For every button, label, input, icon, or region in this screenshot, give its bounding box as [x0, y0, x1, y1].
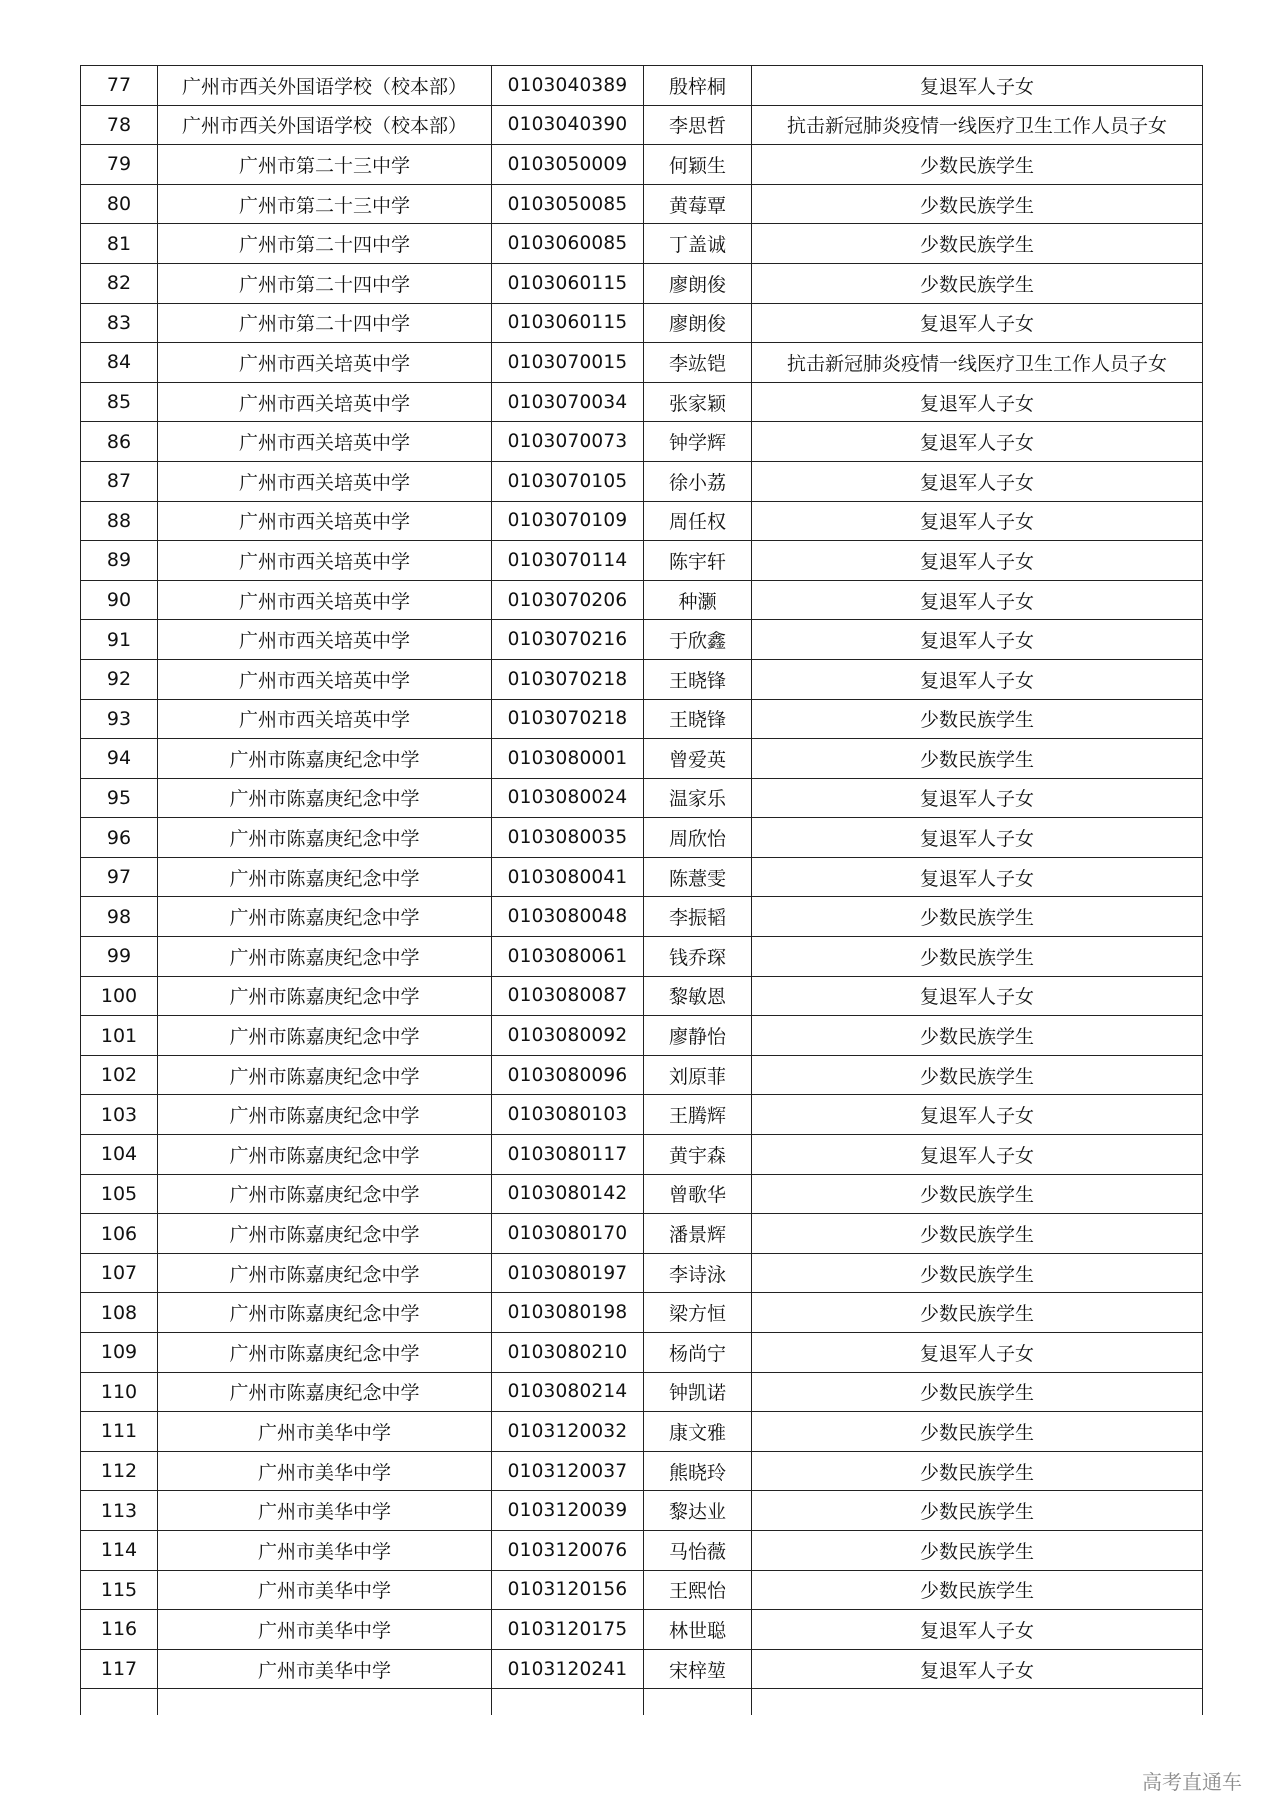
- row-number-cell: 114: [81, 1530, 158, 1570]
- table-row: [81, 937, 1203, 977]
- student-name-cell: 黄莓覃: [644, 184, 752, 224]
- row-number-cell: 111: [81, 1412, 158, 1452]
- student-name-cell: 钟凯诺: [644, 1372, 752, 1412]
- table-row: [81, 541, 1203, 581]
- row-number-cell: 80: [81, 184, 158, 224]
- student-name-cell: 廖朗俊: [644, 303, 752, 343]
- exam-id-cell: 0103040389: [492, 66, 644, 106]
- student-name-cell: 何颖生: [644, 145, 752, 185]
- category-cell: 少数民族学生: [752, 1174, 1203, 1214]
- school-cell: 广州市西关培英中学: [158, 659, 492, 699]
- table-row: [81, 1333, 1203, 1373]
- category-cell: 复退军人子女: [752, 580, 1203, 620]
- category-cell: 少数民族学生: [752, 263, 1203, 303]
- row-number-cell: 102: [81, 1055, 158, 1095]
- student-name-cell: 于欣鑫: [644, 620, 752, 660]
- school-cell: 广州市陈嘉庚纪念中学: [158, 1293, 492, 1333]
- exam-id-cell: 0103070015: [492, 343, 644, 383]
- school-cell: 广州市美华中学: [158, 1412, 492, 1452]
- row-number-cell: 113: [81, 1491, 158, 1531]
- school-cell: 广州市西关培英中学: [158, 422, 492, 462]
- table-row: [81, 897, 1203, 937]
- category-cell: 少数民族学生: [752, 224, 1203, 264]
- category-cell: 复退军人子女: [752, 382, 1203, 422]
- exam-id-cell: 0103070105: [492, 461, 644, 501]
- table-row: [81, 1570, 1203, 1610]
- category-cell: 复退军人子女: [752, 976, 1203, 1016]
- category-cell: 复退军人子女: [752, 66, 1203, 106]
- row-number-cell: 115: [81, 1570, 158, 1610]
- exam-id-cell: 0103080198: [492, 1293, 644, 1333]
- student-name-cell: 陈薏雯: [644, 857, 752, 897]
- category-cell: 少数民族学生: [752, 739, 1203, 779]
- student-name-cell: 陈宇轩: [644, 541, 752, 581]
- student-name-cell: 王腾辉: [644, 1095, 752, 1135]
- row-number-cell: 112: [81, 1451, 158, 1491]
- student-name-cell: 王晓锋: [644, 659, 752, 699]
- school-cell: 广州市西关培英中学: [158, 461, 492, 501]
- exam-id-cell: 0103060085: [492, 224, 644, 264]
- row-number-cell: 95: [81, 778, 158, 818]
- exam-id-cell: 0103080001: [492, 739, 644, 779]
- category-cell: 少数民族学生: [752, 145, 1203, 185]
- student-name-cell: 周任权: [644, 501, 752, 541]
- table-row: [81, 343, 1203, 383]
- student-name-cell: 宋梓堃: [644, 1649, 752, 1689]
- row-number-cell: 109: [81, 1333, 158, 1373]
- row-number-cell: 87: [81, 461, 158, 501]
- watermark-text: 高考直通车: [1142, 1770, 1242, 1794]
- category-cell: 复退军人子女: [752, 303, 1203, 343]
- exam-id-cell: 0103050085: [492, 184, 644, 224]
- row-number-cell: 79: [81, 145, 158, 185]
- row-number-cell: 107: [81, 1253, 158, 1293]
- exam-id-cell: 0103080117: [492, 1135, 644, 1175]
- student-name-cell: 温家乐: [644, 778, 752, 818]
- category-cell: 复退军人子女: [752, 778, 1203, 818]
- school-cell: 广州市第二十四中学: [158, 224, 492, 264]
- table-row-empty: [81, 1689, 1203, 1716]
- row-number-cell: 78: [81, 105, 158, 145]
- category-cell: 复退军人子女: [752, 1095, 1203, 1135]
- row-number-cell: 106: [81, 1214, 158, 1254]
- row-number-cell: 103: [81, 1095, 158, 1135]
- student-name-cell: 李思哲: [644, 105, 752, 145]
- table-row: [81, 580, 1203, 620]
- student-name-cell: 康文雅: [644, 1412, 752, 1452]
- table-row: [81, 263, 1203, 303]
- table-row: [81, 659, 1203, 699]
- table-row: [81, 620, 1203, 660]
- exam-id-cell: 0103120076: [492, 1530, 644, 1570]
- student-name-cell: 熊晓玲: [644, 1451, 752, 1491]
- table-row: [81, 461, 1203, 501]
- table-row: [81, 1530, 1203, 1570]
- empty-cell: [752, 1689, 1203, 1716]
- student-name-cell: 种灏: [644, 580, 752, 620]
- student-name-cell: 钱乔琛: [644, 937, 752, 977]
- row-number-cell: 108: [81, 1293, 158, 1333]
- row-number-cell: 93: [81, 699, 158, 739]
- student-name-cell: 潘景辉: [644, 1214, 752, 1254]
- school-cell: 广州市陈嘉庚纪念中学: [158, 739, 492, 779]
- category-cell: 少数民族学生: [752, 1016, 1203, 1056]
- exam-id-cell: 0103120241: [492, 1649, 644, 1689]
- category-cell: 复退军人子女: [752, 461, 1203, 501]
- exam-id-cell: 0103080061: [492, 937, 644, 977]
- table-row: [81, 105, 1203, 145]
- roster-sheet: [80, 65, 1202, 1757]
- table-row: [81, 382, 1203, 422]
- student-name-cell: 杨尚宁: [644, 1333, 752, 1373]
- exam-id-cell: 0103070218: [492, 699, 644, 739]
- category-cell: 复退军人子女: [752, 1649, 1203, 1689]
- category-cell: 复退军人子女: [752, 541, 1203, 581]
- exam-id-cell: 0103070034: [492, 382, 644, 422]
- school-cell: 广州市陈嘉庚纪念中学: [158, 1333, 492, 1373]
- table-row: [81, 303, 1203, 343]
- category-cell: 少数民族学生: [752, 1055, 1203, 1095]
- row-number-cell: 92: [81, 659, 158, 699]
- school-cell: 广州市西关培英中学: [158, 382, 492, 422]
- row-number-cell: 117: [81, 1649, 158, 1689]
- school-cell: 广州市第二十三中学: [158, 184, 492, 224]
- category-cell: 复退军人子女: [752, 1135, 1203, 1175]
- table-row: [81, 1649, 1203, 1689]
- table-row: [81, 1174, 1203, 1214]
- school-cell: 广州市美华中学: [158, 1530, 492, 1570]
- exam-id-cell: 0103080103: [492, 1095, 644, 1135]
- table-body: [81, 66, 1203, 1716]
- empty-cell: [158, 1689, 492, 1716]
- student-name-cell: 徐小荔: [644, 461, 752, 501]
- exam-id-cell: 0103070114: [492, 541, 644, 581]
- school-cell: 广州市陈嘉庚纪念中学: [158, 897, 492, 937]
- school-cell: 广州市美华中学: [158, 1649, 492, 1689]
- exam-id-cell: 0103080142: [492, 1174, 644, 1214]
- table-row: [81, 501, 1203, 541]
- category-cell: 复退军人子女: [752, 857, 1203, 897]
- exam-id-cell: 0103060115: [492, 263, 644, 303]
- school-cell: 广州市陈嘉庚纪念中学: [158, 1016, 492, 1056]
- row-number-cell: 89: [81, 541, 158, 581]
- exam-id-cell: 0103080197: [492, 1253, 644, 1293]
- category-cell: 少数民族学生: [752, 699, 1203, 739]
- table-row: [81, 1293, 1203, 1333]
- student-name-cell: 曾爱英: [644, 739, 752, 779]
- category-cell: 少数民族学生: [752, 1214, 1203, 1254]
- row-number-cell: 82: [81, 263, 158, 303]
- exam-id-cell: 0103080041: [492, 857, 644, 897]
- school-cell: 广州市美华中学: [158, 1451, 492, 1491]
- exam-id-cell: 0103120037: [492, 1451, 644, 1491]
- student-name-cell: 周欣怡: [644, 818, 752, 858]
- school-cell: 广州市陈嘉庚纪念中学: [158, 937, 492, 977]
- exam-id-cell: 0103080096: [492, 1055, 644, 1095]
- student-name-cell: 林世聪: [644, 1610, 752, 1650]
- exam-id-cell: 0103080048: [492, 897, 644, 937]
- table-row: [81, 1214, 1203, 1254]
- school-cell: 广州市西关培英中学: [158, 501, 492, 541]
- student-name-cell: 廖朗俊: [644, 263, 752, 303]
- row-number-cell: 81: [81, 224, 158, 264]
- row-number-cell: 98: [81, 897, 158, 937]
- empty-cell: [644, 1689, 752, 1716]
- row-number-cell: 96: [81, 818, 158, 858]
- table-row: [81, 145, 1203, 185]
- exam-id-cell: 0103080087: [492, 976, 644, 1016]
- school-cell: 广州市陈嘉庚纪念中学: [158, 1095, 492, 1135]
- school-cell: 广州市陈嘉庚纪念中学: [158, 1253, 492, 1293]
- student-name-cell: 张家颖: [644, 382, 752, 422]
- row-number-cell: 84: [81, 343, 158, 383]
- row-number-cell: 83: [81, 303, 158, 343]
- table-row: [81, 739, 1203, 779]
- school-cell: 广州市西关外国语学校（校本部）: [158, 66, 492, 106]
- school-cell: 广州市美华中学: [158, 1610, 492, 1650]
- table-row: [81, 1372, 1203, 1412]
- school-cell: 广州市西关培英中学: [158, 699, 492, 739]
- row-number-cell: 91: [81, 620, 158, 660]
- exam-id-cell: 0103120175: [492, 1610, 644, 1650]
- category-cell: 复退军人子女: [752, 1610, 1203, 1650]
- student-name-cell: 李振韬: [644, 897, 752, 937]
- exam-id-cell: 0103070206: [492, 580, 644, 620]
- table-row: [81, 66, 1203, 106]
- category-cell: 少数民族学生: [752, 1253, 1203, 1293]
- student-name-cell: 殷梓桐: [644, 66, 752, 106]
- exam-id-cell: 0103120156: [492, 1570, 644, 1610]
- student-name-cell: 曾歌华: [644, 1174, 752, 1214]
- student-name-cell: 梁方恒: [644, 1293, 752, 1333]
- category-cell: 复退军人子女: [752, 620, 1203, 660]
- table-row: [81, 1491, 1203, 1531]
- row-number-cell: 101: [81, 1016, 158, 1056]
- table-row: [81, 1095, 1203, 1135]
- row-number-cell: 85: [81, 382, 158, 422]
- school-cell: 广州市陈嘉庚纪念中学: [158, 976, 492, 1016]
- table-row: [81, 1451, 1203, 1491]
- exam-id-cell: 0103120039: [492, 1491, 644, 1531]
- school-cell: 广州市陈嘉庚纪念中学: [158, 1055, 492, 1095]
- row-number-cell: 97: [81, 857, 158, 897]
- row-number-cell: 104: [81, 1135, 158, 1175]
- student-name-cell: 钟学辉: [644, 422, 752, 462]
- exam-id-cell: 0103080170: [492, 1214, 644, 1254]
- exam-id-cell: 0103070216: [492, 620, 644, 660]
- student-name-cell: 丁盖诚: [644, 224, 752, 264]
- exam-id-cell: 0103080092: [492, 1016, 644, 1056]
- school-cell: 广州市第二十四中学: [158, 263, 492, 303]
- school-cell: 广州市美华中学: [158, 1570, 492, 1610]
- school-cell: 广州市陈嘉庚纪念中学: [158, 1174, 492, 1214]
- exam-id-cell: 0103070073: [492, 422, 644, 462]
- row-number-cell: 94: [81, 739, 158, 779]
- category-cell: 复退军人子女: [752, 422, 1203, 462]
- school-cell: 广州市西关培英中学: [158, 541, 492, 581]
- student-name-cell: 李诗泳: [644, 1253, 752, 1293]
- school-cell: 广州市陈嘉庚纪念中学: [158, 1135, 492, 1175]
- row-number-cell: 110: [81, 1372, 158, 1412]
- school-cell: 广州市陈嘉庚纪念中学: [158, 818, 492, 858]
- category-cell: 复退军人子女: [752, 1333, 1203, 1373]
- table-row: [81, 1610, 1203, 1650]
- category-cell: 少数民族学生: [752, 1412, 1203, 1452]
- school-cell: 广州市陈嘉庚纪念中学: [158, 1372, 492, 1412]
- student-name-cell: 李竑铠: [644, 343, 752, 383]
- school-cell: 广州市西关培英中学: [158, 343, 492, 383]
- student-name-cell: 王熙怡: [644, 1570, 752, 1610]
- table-row: [81, 818, 1203, 858]
- row-number-cell: 105: [81, 1174, 158, 1214]
- school-cell: 广州市陈嘉庚纪念中学: [158, 1214, 492, 1254]
- exam-id-cell: 0103080024: [492, 778, 644, 818]
- student-name-cell: 刘原菲: [644, 1055, 752, 1095]
- category-cell: 少数民族学生: [752, 1491, 1203, 1531]
- school-cell: 广州市第二十三中学: [158, 145, 492, 185]
- table-row: [81, 699, 1203, 739]
- exam-id-cell: 0103080210: [492, 1333, 644, 1373]
- category-cell: 抗击新冠肺炎疫情一线医疗卫生工作人员子女: [752, 105, 1203, 145]
- row-number-cell: 86: [81, 422, 158, 462]
- category-cell: 少数民族学生: [752, 1372, 1203, 1412]
- category-cell: 抗击新冠肺炎疫情一线医疗卫生工作人员子女: [752, 343, 1203, 383]
- table-row: [81, 1135, 1203, 1175]
- school-cell: 广州市陈嘉庚纪念中学: [158, 778, 492, 818]
- exam-id-cell: 0103080035: [492, 818, 644, 858]
- category-cell: 少数民族学生: [752, 1530, 1203, 1570]
- category-cell: 少数民族学生: [752, 184, 1203, 224]
- student-name-cell: 马怡薇: [644, 1530, 752, 1570]
- exam-id-cell: 0103080214: [492, 1372, 644, 1412]
- category-cell: 少数民族学生: [752, 1293, 1203, 1333]
- row-number-cell: 116: [81, 1610, 158, 1650]
- table-row: [81, 778, 1203, 818]
- empty-cell: [81, 1689, 158, 1716]
- school-cell: 广州市西关培英中学: [158, 620, 492, 660]
- category-cell: 复退军人子女: [752, 659, 1203, 699]
- category-cell: 复退军人子女: [752, 818, 1203, 858]
- row-number-cell: 100: [81, 976, 158, 1016]
- school-cell: 广州市西关培英中学: [158, 580, 492, 620]
- exam-id-cell: 0103050009: [492, 145, 644, 185]
- exam-id-cell: 0103070218: [492, 659, 644, 699]
- category-cell: 少数民族学生: [752, 1570, 1203, 1610]
- table-row: [81, 1055, 1203, 1095]
- table-row: [81, 976, 1203, 1016]
- school-cell: 广州市西关外国语学校（校本部）: [158, 105, 492, 145]
- exam-id-cell: 0103070109: [492, 501, 644, 541]
- table-row: [81, 857, 1203, 897]
- school-cell: 广州市第二十四中学: [158, 303, 492, 343]
- row-number-cell: 99: [81, 937, 158, 977]
- school-cell: 广州市陈嘉庚纪念中学: [158, 857, 492, 897]
- student-name-cell: 黎达业: [644, 1491, 752, 1531]
- category-cell: 少数民族学生: [752, 897, 1203, 937]
- category-cell: 少数民族学生: [752, 937, 1203, 977]
- exam-id-cell: 0103120032: [492, 1412, 644, 1452]
- table-row: [81, 224, 1203, 264]
- table-row: [81, 1016, 1203, 1056]
- student-table: [80, 65, 1203, 1715]
- category-cell: 少数民族学生: [752, 1451, 1203, 1491]
- table-row: [81, 1253, 1203, 1293]
- table-row: [81, 1412, 1203, 1452]
- empty-cell: [492, 1689, 644, 1716]
- student-name-cell: 廖静怡: [644, 1016, 752, 1056]
- school-cell: 广州市美华中学: [158, 1491, 492, 1531]
- category-cell: 复退军人子女: [752, 501, 1203, 541]
- row-number-cell: 77: [81, 66, 158, 106]
- table-row: [81, 422, 1203, 462]
- exam-id-cell: 0103040390: [492, 105, 644, 145]
- student-name-cell: 王晓锋: [644, 699, 752, 739]
- exam-id-cell: 0103060115: [492, 303, 644, 343]
- student-name-cell: 黄宇森: [644, 1135, 752, 1175]
- table-row: [81, 184, 1203, 224]
- row-number-cell: 88: [81, 501, 158, 541]
- row-number-cell: 90: [81, 580, 158, 620]
- student-name-cell: 黎敏恩: [644, 976, 752, 1016]
